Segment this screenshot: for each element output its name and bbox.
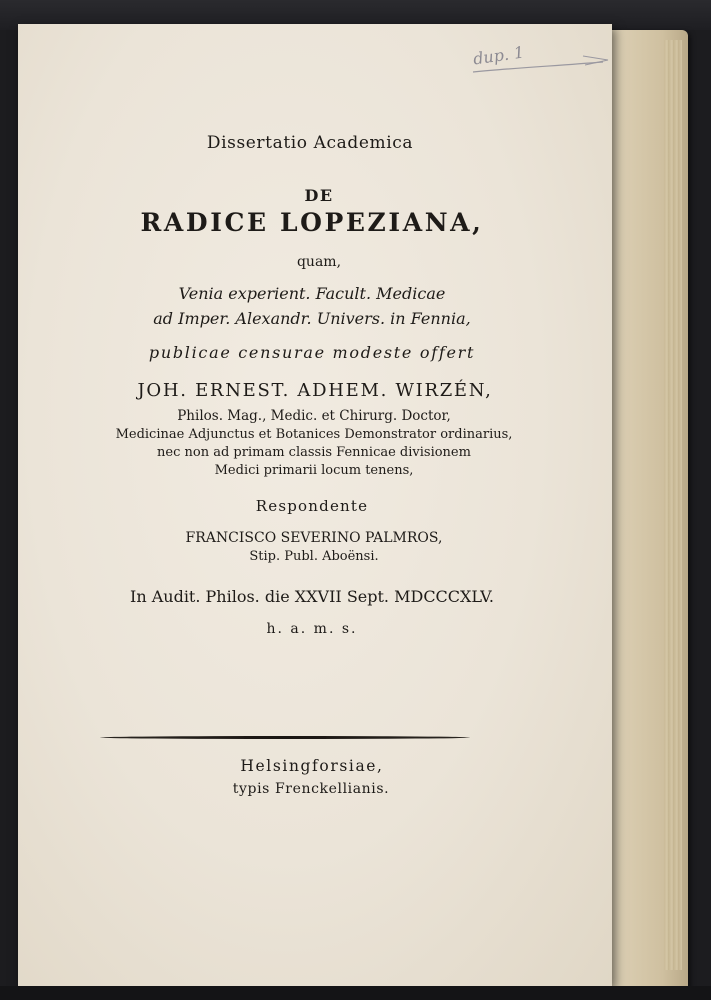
respondente-label: Respondente (255, 497, 369, 515)
author-position: Medicinae Adjunctus et Botanices Demonstrator ordinarius, (115, 427, 513, 442)
imprint-place: Helsingforsiae, (240, 757, 384, 775)
author-name: JOH. ERNEST. ADHEM. WIRZÉN, (137, 380, 493, 401)
imprint-printer: typis Frenckellianis. (232, 781, 390, 797)
line-imper: ad Imper. Alexandr. Univers. in Fennia, (153, 309, 471, 328)
line-publicae: publicae censurae modeste offert (148, 343, 476, 362)
author-degree: Philos. Mag., Medic. et Chirurg. Doctor, (177, 408, 451, 424)
line-venia: Venia experient. Facult. Medicae (178, 284, 446, 303)
main-title: RADICE LOPEZIANA, (140, 208, 484, 237)
pencil-note: dup. 1 (471, 42, 526, 69)
author-position-3: Medici primarii locum tenens, (214, 463, 414, 478)
page-edges (664, 40, 682, 970)
background-bottom (0, 986, 711, 1000)
title-de: DE (304, 186, 334, 205)
line-quam: quam, (296, 254, 342, 270)
divider-rule (100, 736, 470, 739)
title-page (18, 24, 612, 986)
author-position-2: nec non ad primam classis Fennicae divisionem (157, 445, 471, 460)
defense-date: In Audit. Philos. die XXVII Sept. MDCCCXLV. (130, 587, 494, 606)
defense-time: h. a. m. s. (266, 621, 358, 637)
dissertation-heading: Dissertatio Academica (206, 133, 414, 153)
respondent-stipend: Stip. Publ. Aboënsi. (249, 549, 379, 564)
respondent-name: FRANCISCO SEVERINO PALMROS, (185, 530, 443, 546)
